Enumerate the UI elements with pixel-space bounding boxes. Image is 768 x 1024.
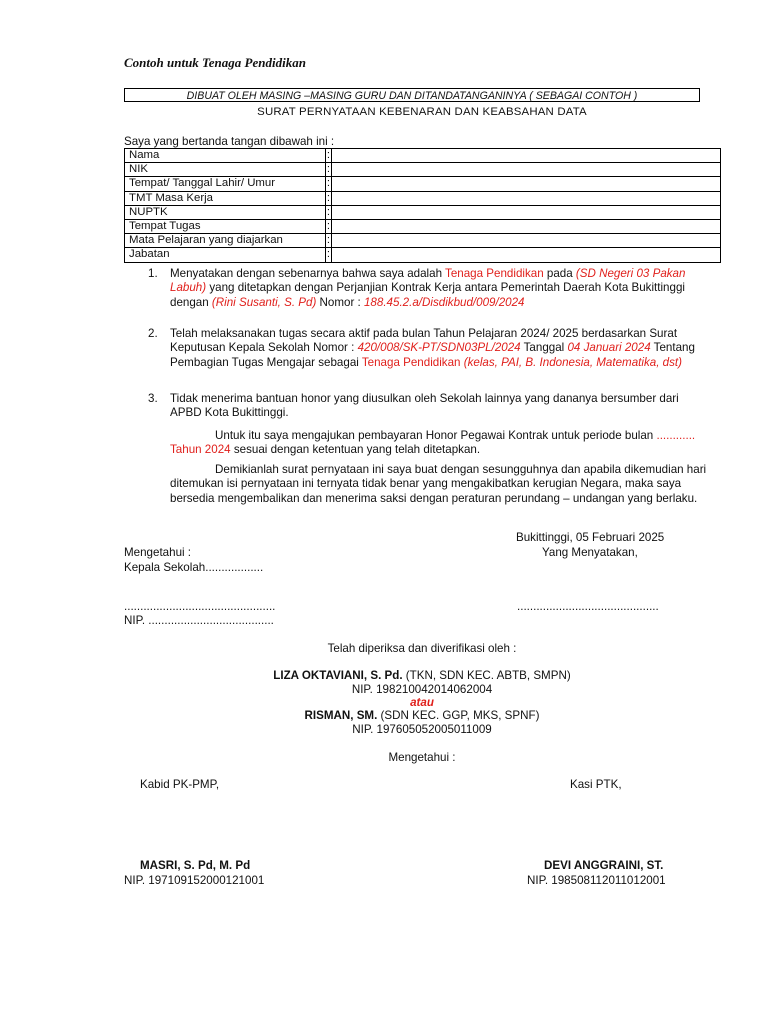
identity-label: NUPTK — [125, 205, 326, 219]
identity-label: NIK — [125, 163, 326, 177]
identity-value-field[interactable] — [332, 219, 721, 233]
statement-3-number: 3. — [148, 392, 158, 405]
identity-separator: : — [326, 177, 331, 190]
closing-paragraph-1: Untuk itu saya mengajukan pembayaran Honor Pegawai Kontrak untuk periode bulan ............ Tahun 2024 sesuai dengan ketentuan yang telah ditetapkan. — [170, 429, 696, 457]
kasi-role: Kasi PTK, — [570, 778, 622, 791]
acknowledged-label: Mengetahui : — [124, 546, 192, 559]
principal-label: Kepala Sekolah.................. — [124, 561, 264, 574]
identity-separator: : — [326, 234, 331, 247]
statement-3-text: Tidak menerima bantuan honor yang diusulkan oleh Sekolah lainnya yang dananya bersumber dari APBD Kota Bukittinggi. — [170, 392, 679, 420]
verifier-2: RISMAN, SM. (SDN KEC. GGP, MKS, SPNF) — [304, 709, 540, 722]
statement-2-text: Telah melaksanakan tugas secara aktif pada bulan Tahun Pelajaran 2024/ 2025 berdasarkan Surat Keputusan Kepala Sekolah Nomor : 420/008/SK-PT/SDN03PL/2024 Tanggal 04 Januari 2024 Tentang Pembagian Tugas Mengajar sebagai Tenaga Pendidikan (kelas, PAI, B. Indonesia, Matematika, dst) — [170, 327, 695, 369]
identity-row — [125, 234, 721, 248]
identity-value-field[interactable] — [332, 191, 721, 205]
kabid-nip: NIP. 197109152000121001 — [124, 874, 265, 887]
identity-label: TMT Masa Kerja — [125, 191, 326, 205]
identity-separator: : — [326, 191, 331, 204]
statement-2-number: 2. — [148, 327, 158, 340]
identity-value-field[interactable] — [332, 205, 721, 219]
or-label: atau — [410, 696, 434, 709]
identity-separator: : — [326, 149, 331, 162]
verifier-1: LIZA OKTAVIANI, S. Pd. (TKN, SDN KEC. ABTB, SMPN) — [273, 669, 571, 682]
principal-nip-line: NIP. ....................................... — [124, 614, 274, 627]
identity-row — [125, 177, 721, 191]
principal-signature-line: ............................................... — [124, 600, 276, 613]
closing-paragraph-2: Demikianlah surat pernyataan ini saya buat dengan sesungguhnya dan apabila dikemudian hari ditemukan isi pernyataan ini ternyata tidak benar yang mengakibatkan kerugian Negara, maka saya bersedia mengembalikan dan menerima saksi dengan peraturan perundang – undangan yang berlaku. — [170, 463, 707, 505]
identity-label: Tempat Tugas — [125, 219, 326, 233]
verifier-2-nip: NIP. 197605052005011009 — [352, 723, 492, 736]
identity-separator: : — [326, 163, 331, 176]
verification-intro: Telah diperiksa dan diverifikasi oleh : — [327, 642, 517, 655]
identity-table — [124, 148, 721, 263]
identity-value-field[interactable] — [332, 177, 721, 191]
identity-label: Mata Pelajaran yang diajarkan — [125, 234, 326, 248]
identity-value-field[interactable] — [332, 149, 721, 163]
statement-1-number: 1. — [148, 267, 158, 280]
intro-text: Saya yang bertanda tangan dibawah ini : — [124, 135, 335, 148]
document-title: SURAT PERNYATAAN KEBENARAN DAN KEABSAHAN DATA — [257, 106, 587, 118]
declarant-label: Yang Menyatakan, — [542, 546, 638, 559]
kasi-name: DEVI ANGGRAINI, ST. — [544, 859, 664, 872]
instruction-note-box: DIBUAT OLEH MASING –MASING GURU DAN DITANDATANGANINYA ( SEBAGAI CONTOH ) — [124, 88, 700, 102]
identity-label: Tempat/ Tanggal Lahir/ Umur — [125, 177, 326, 191]
identity-value-field[interactable] — [332, 163, 721, 177]
identity-row — [125, 219, 721, 233]
kasi-nip: NIP. 198508112011012001 — [527, 874, 666, 887]
identity-label: Jabatan — [125, 248, 326, 262]
verifier-1-nip: NIP. 198210042014062004 — [351, 683, 493, 696]
identity-separator: : — [326, 248, 331, 261]
identity-value-field[interactable] — [332, 234, 721, 248]
identity-label: Nama — [125, 149, 326, 163]
declarant-signature-line: ............................................ — [517, 600, 659, 613]
statement-1-text: Menyatakan dengan sebenarnya bahwa saya adalah Tenaga Pendidikan pada (SD Negeri 03 Pakan Labuh) yang ditetapkan dengan Perjanjian Kontrak Kerja antara Pemerintah Daerah Kota Bukittinggi dengan (Rini Susanti, S. Pd) Nomor : 188.45.2.a/Disdikbud/009/2024 — [170, 267, 686, 309]
kabid-name: MASRI, S. Pd, M. Pd — [140, 859, 251, 872]
identity-separator: : — [326, 220, 331, 233]
identity-row — [125, 205, 721, 219]
place-date: Bukittinggi, 05 Februari 2025 — [516, 531, 665, 544]
identity-row — [125, 248, 721, 262]
acknowledged-label-2: Mengetahui : — [388, 751, 456, 764]
identity-row — [125, 163, 721, 177]
identity-row — [125, 191, 721, 205]
identity-separator: : — [326, 205, 331, 218]
kabid-role: Kabid PK-PMP, — [140, 778, 220, 791]
identity-row — [125, 149, 721, 163]
identity-value-field[interactable] — [332, 248, 721, 262]
example-heading: Contoh untuk Tenaga Pendidikan — [124, 55, 306, 70]
